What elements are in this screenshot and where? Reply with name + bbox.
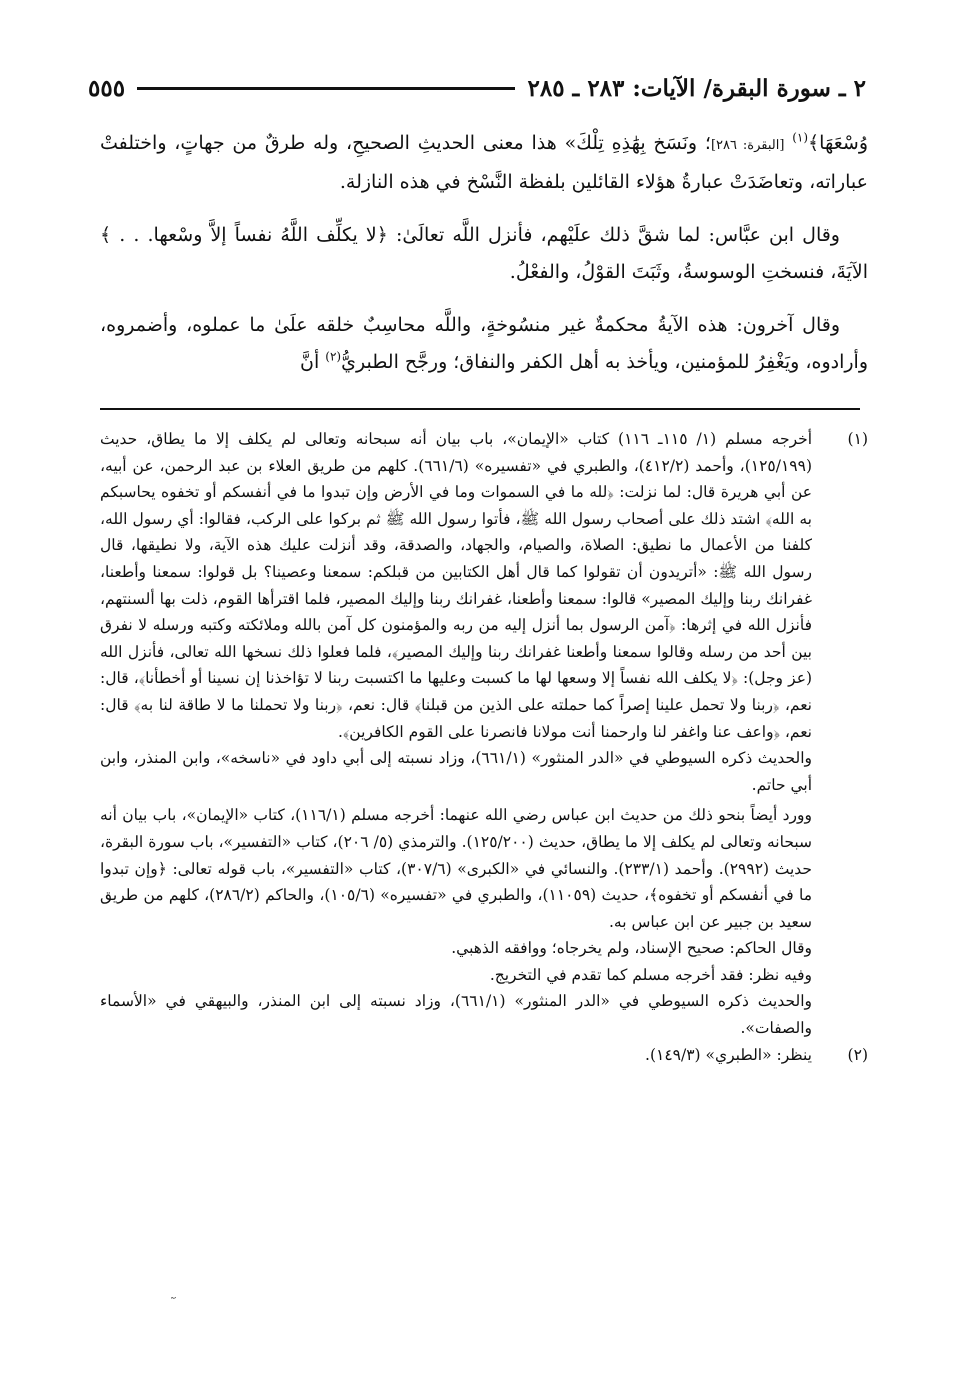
- footnote-paragraph: والحديث ذكره السيوطي في «الدر المنثور» (٦٦١/١)، وزاد نسبته إلى ابن المنذر، والبيهقي في «الأسماء والصفات».: [100, 992, 812, 1038]
- main-text: [100, 125, 868, 397]
- footnote-number: (٢): [847, 1045, 868, 1064]
- main-paragraph-3: [100, 307, 868, 381]
- header-rule: [137, 87, 515, 90]
- footnote-paragraph: ينظر: «الطبري» (١٤٩/٣).: [645, 1045, 812, 1064]
- footnote-paragraph: وورد أيضاً بنحو ذلك من حديث ابن عباس رضي الله عنهما: أخرجه مسلم (١١٦/١)، كتاب «الإيمان»، باب بيان أنه سبحانه وتعالى لم يكلف إلا ما يطاق، حديث (١٢٥/٢٠٠). والترمذي (٥/ ٢٠٦)، كتاب «التفسير»، باب سورة البقرة، حديث (٢٩٩٢). وأحمد (٢٣٣/١). والنسائي في «الكبرى» (٣٠٧/٦)، كتاب «التفسير»، باب قوله تعالى: ﴿وإن تبدوا ما في أنفسكم أو تخفوه﴾، حديث (١١٠٥٩)، والطبري في «تفسيره» (١٠٥/٦)، والحاكم (٢٨٦/٢)، كلهم من طريق سعيد بن جبير عن ابن عباس به.: [100, 806, 813, 931]
- footnote-ref-2: (٢): [325, 349, 342, 364]
- header-title: ٢ ـ سورة البقرة/ الآيات: ٢٨٣ ـ ٢٨٥: [527, 74, 866, 102]
- main-paragraph-3-end: أنَّ: [300, 351, 326, 373]
- main-paragraph-1: [100, 125, 868, 201]
- footnote-paragraph: والحديث ذكره السيوطي في «الدر المنثور» (٦٦١/١)، وزاد نسبته إلى أبي داود في «ناسخه»، وابن المنذر، وابن أبي حاتم.: [100, 749, 812, 794]
- footnote-ref-1: (١): [792, 130, 809, 145]
- footnote-body: [100, 426, 812, 1042]
- page-number: ٥٥٥: [88, 74, 126, 102]
- footnote-body: [100, 1042, 812, 1069]
- footnotes: [100, 426, 868, 1068]
- footnote-separator: [100, 408, 860, 410]
- footnote-2: [100, 1042, 868, 1069]
- running-header: [88, 70, 866, 106]
- footnote-paragraph: أخرجه مسلم (١/ ١١٥ـ ١١٦) كتاب «الإيمان»، باب بيان أنه سبحانه وتعالى لم يكلف إلا ما يطاق، حديث (١٢٥/١٩٩)، وأحمد (٤١٢/٢)، والطبري في «تفسيره» (٦٦١/٦). كلهم من طريق العلاء بن عبد الرحمن، عن أبيه، عن أبي هريرة قال: لما نزلت: ﴿لله ما في السموات وما في الأرض وإن تبدوا ما في أنفسكم أو تخفوه يحاسبكم به الله﴾ اشتد ذلك على أصحاب رسول الله ﷺ، فأتوا رسول الله ﷺ ثم بركوا على الركب، فقالوا: أي رسول الله، كلفنا من الأعمال ما نطيق: الصلاة، والصيام، والجهاد، والصدقة، وقد أنزلت عليك هذه الآية، ولا نطيقها، قال رسول الله ﷺ: «أتريدون أن تقولوا كما قال أهل الكتابين من قبلكم: سمعنا وعصينا؟ بل قولوا: سمعنا وأطعنا، غفرانك ربنا وإليك المصير» قالوا: سمعنا وأطعنا، غفرانك ربنا وإليك المصير، فلما اقترأها القوم، ذلت بها ألسنتهم، فأنزل الله في إثرها: ﴿آمن الرسول بما أنزل إليه من ربه والمؤمنون كل آمن بالله وملائكته وكتبه ورسله لا نفرق بين أحد من رسله وقالوا سمعنا وأطعنا غفرانك ربنا وإليك المصير﴾، فلما فعلوا ذلك نسخها الله تعالى، فأنزل الله (عز وجل): ﴿لا يكلف الله نفساً إلا وسعها لها ما كسبت وعليها ما اكتسبت ربنا لا تؤاخذنا إن نسينا أو أخطأنا﴾، قال: نعم، ﴿ربنا ولا تحمل علينا إصراً كما حملته على الذين من قبلنا﴾ قال: نعم، ﴿ربنا ولا تحملنا ما لا طاقة لنا به﴾ قال: نعم، ﴿واعف عنا واغفر لنا وارحمنا أنت مولانا فانصرنا على القوم الكافرين﴾.: [100, 430, 813, 741]
- main-paragraph-1-text: ؛ ونَسَخ بِهَٰذِهِ تِلْكَ» هذا معنى الحديثِ الصحيحِ، وله طرقٌ من جهاتٍ، واختلفتْ عباراته، وتعاضَدَتْ عبارةُ هؤلاء القائلين بلفظة النَّسْخ في هذه النازلة.: [100, 132, 868, 193]
- quran-phrase: وُسْعَهَا﴾: [808, 132, 868, 154]
- footnote-paragraph: وفيه نظر: فقد أخرجه مسلم كما تقدم في التخريج.: [489, 965, 812, 984]
- footnote-paragraph: وقال الحاكم: صحيح الإسناد، ولم يخرجاه؛ ووافقه الذهبي.: [451, 939, 812, 958]
- main-paragraph-3-text: وقال آخرون: هذه الآيةُ محكمةٌ غير منسُوخةٍ، واللَّه محاسِبٌ خلقه علَىٰ ما عملوه، وأضمروه، وأرادوه، ويَغْفِرُ للمؤمنين، ويأخذ به أهل الكفر والنفاق؛ ورجَّح الطبريُّ: [100, 314, 868, 373]
- footnote-number: (١): [847, 430, 868, 448]
- verse-reference: [البقرة: ٢٨٦]: [710, 138, 785, 153]
- main-paragraph-2: وقال ابن عبَّاس: لما شقَّ ذلك علَيْهم، فأنزل اللَّه تعالَىٰ: ﴿لا يكلِّف اللَّهُ نفساً إلاَّ وسْعها. . . ﴾ الآيَةَ، فنسختِ الوسوسةُ، وثَبَتَ القوْلُ، والفعْلُ.: [100, 224, 868, 283]
- footnote-1: [100, 426, 868, 1042]
